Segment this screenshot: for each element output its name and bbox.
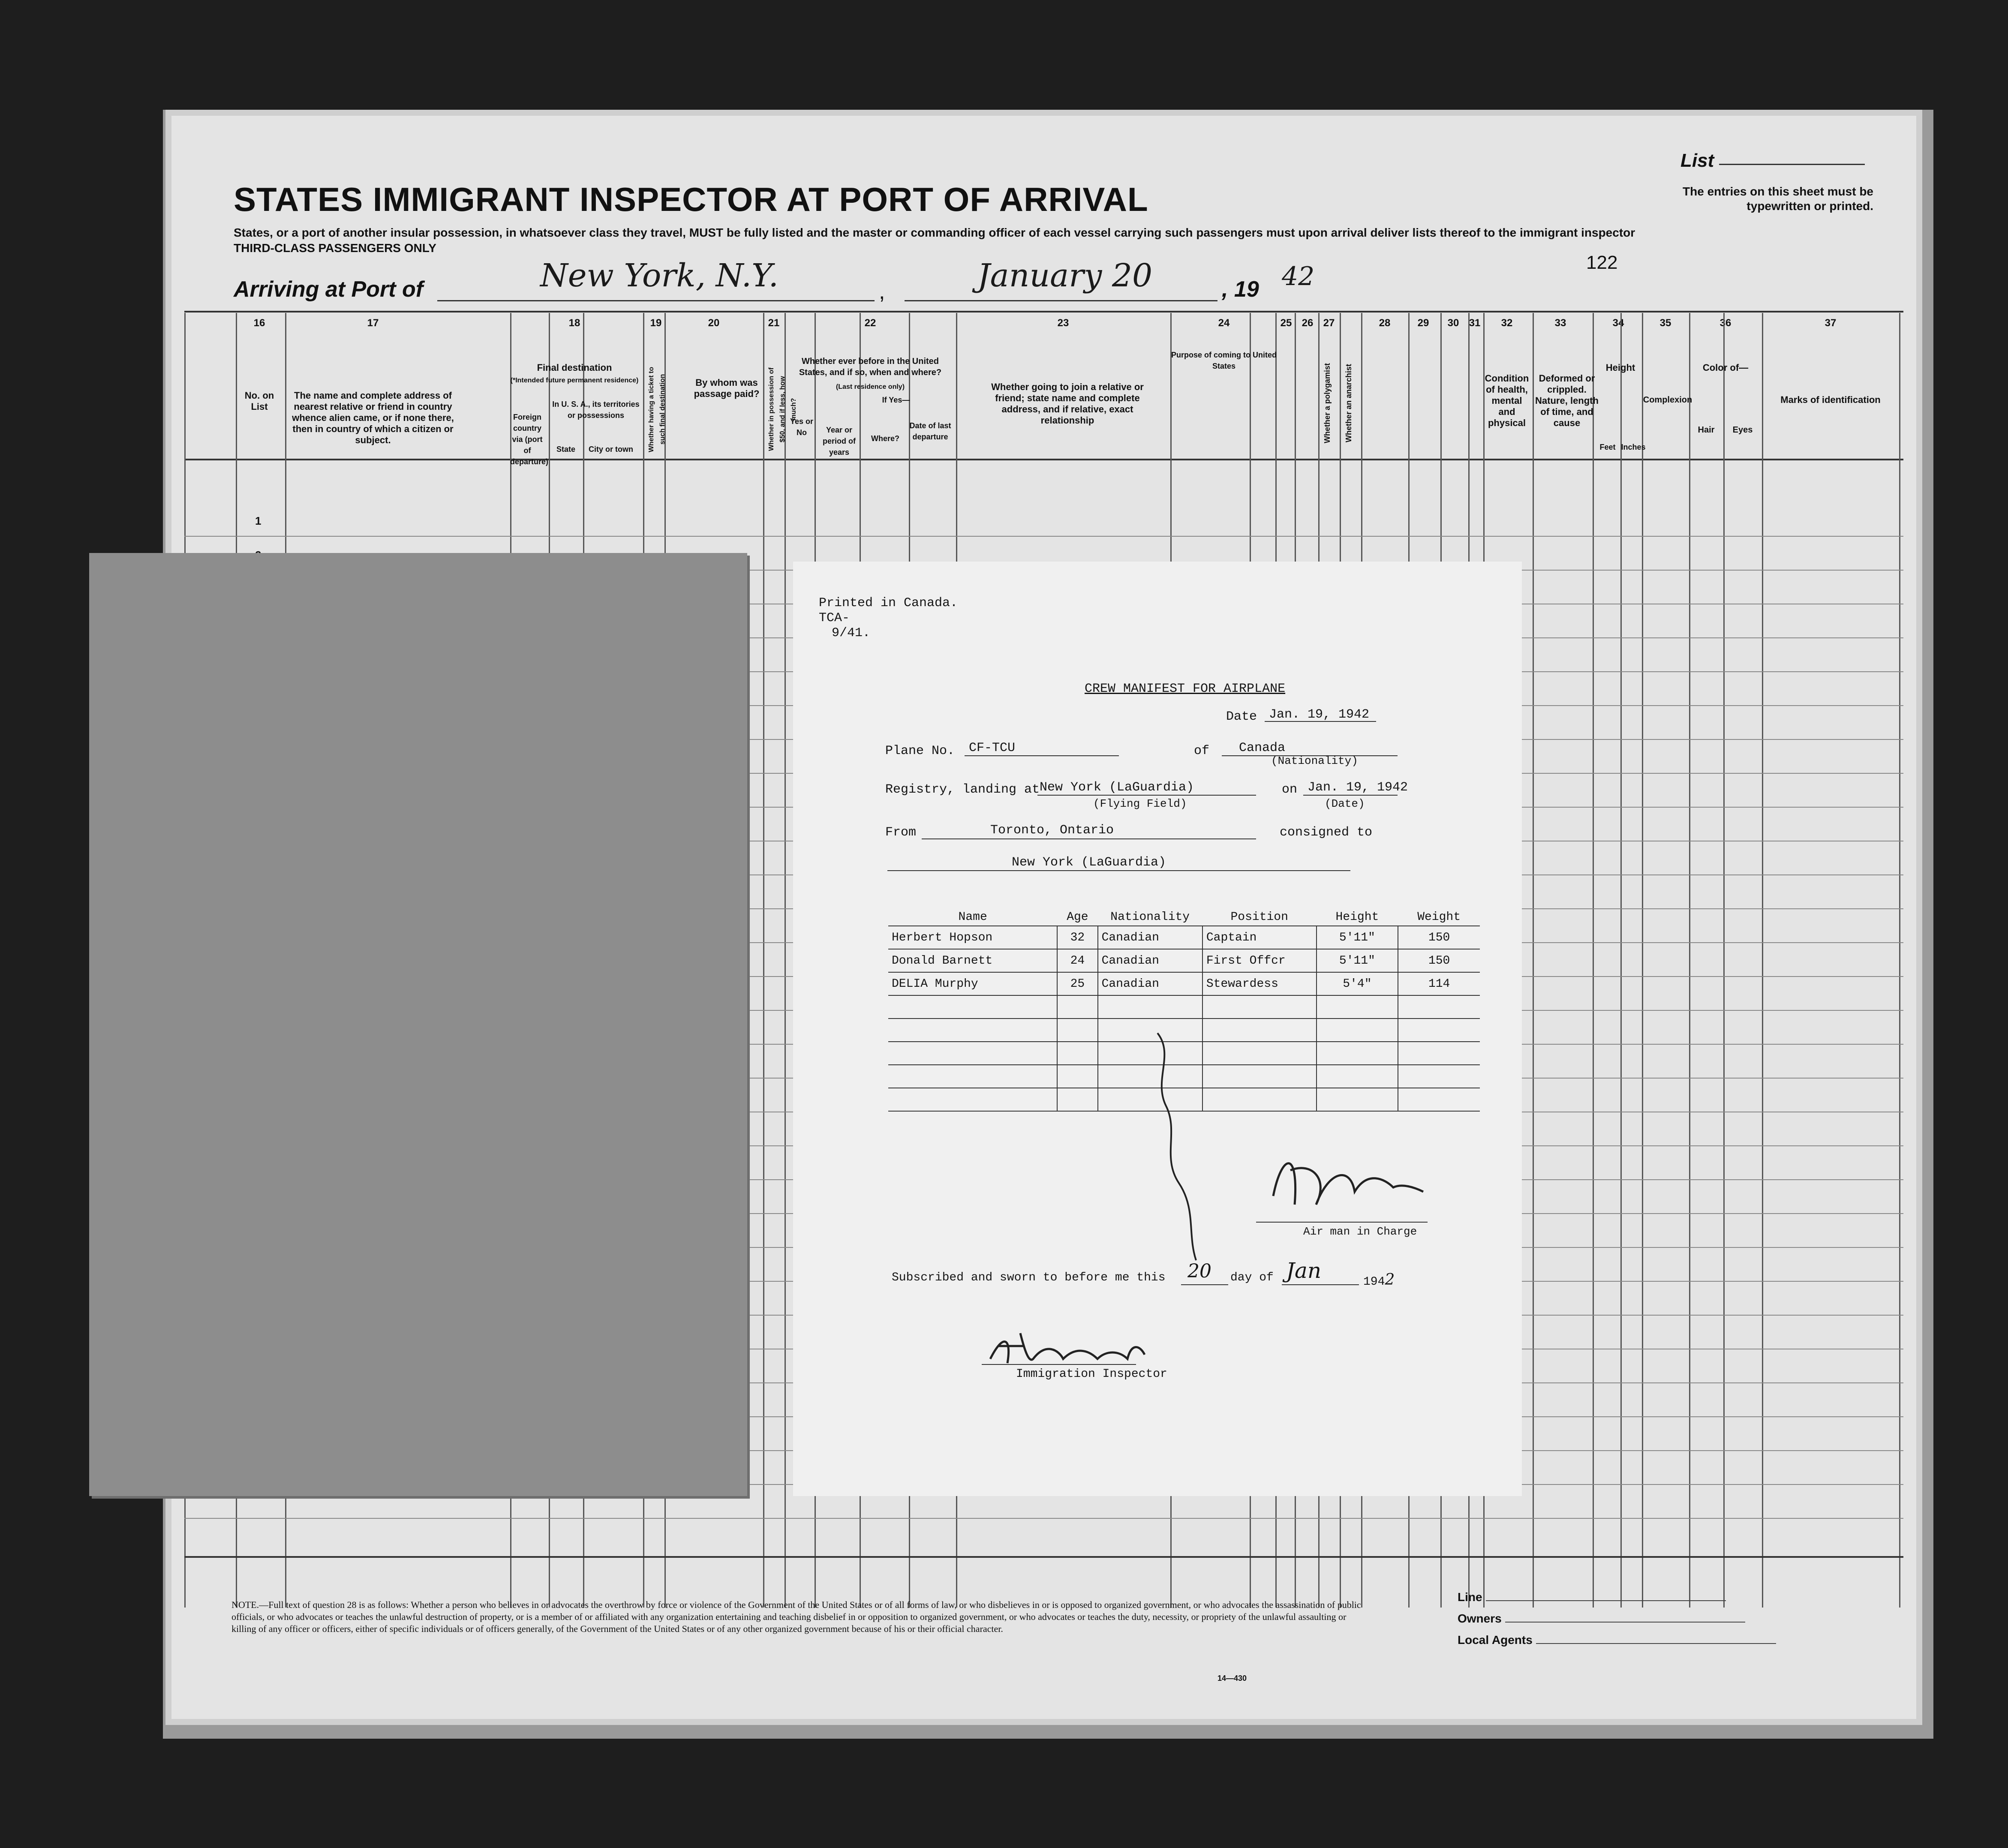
column-number: 31 (1469, 317, 1481, 329)
crew-empty-cell (888, 1019, 1057, 1042)
grid-vline (1642, 313, 1643, 1608)
crew-age: 25 (1057, 972, 1097, 995)
year-handwritten: 42 (1282, 261, 1315, 291)
plane-value: CF-TCU (969, 741, 1016, 755)
header-condition: Condition of health, mental and physical (1485, 373, 1529, 428)
column-number: 34 (1612, 317, 1624, 329)
date-label: Date (1226, 709, 1257, 724)
consigned-label: consigned to (1280, 825, 1373, 840)
crew-weight: 150 (1398, 949, 1480, 972)
header-city: City or town (589, 445, 633, 454)
header-hair: Hair (1698, 425, 1715, 435)
crew-empty-cell (1398, 995, 1480, 1019)
footer-line-label: Line (1458, 1590, 1482, 1604)
crew-empty-cell (1057, 1088, 1097, 1111)
sworn-month-underline (1282, 1284, 1359, 1285)
crew-nationality: Canadian (1098, 949, 1202, 972)
date-line (905, 300, 1217, 301)
sworn-prefix: Subscribed and sworn to before me this (892, 1271, 1166, 1284)
crew-nationality: Canadian (1098, 972, 1202, 995)
grid-vline (1593, 313, 1594, 1608)
col-position: Position (1202, 909, 1317, 926)
header-anarchist: Whether an anarchist (1344, 364, 1353, 442)
crew-empty-cell (1098, 995, 1202, 1019)
crew-empty-cell (1398, 1065, 1480, 1088)
col-age: Age (1057, 909, 1097, 926)
footer-owners-label: Owners (1458, 1612, 1502, 1625)
column-number: 36 (1719, 317, 1731, 329)
sworn-year (1363, 1271, 1395, 1289)
sworn-day-label: day of (1230, 1271, 1274, 1284)
inspector-caption: Immigration Inspector (1016, 1367, 1167, 1381)
landing-underline (1037, 795, 1256, 796)
crew-empty-cell (888, 1088, 1057, 1111)
comma: , (879, 279, 885, 304)
column-number: 22 (864, 317, 876, 329)
column-number: 19 (650, 317, 662, 329)
column-number: 26 (1302, 317, 1314, 329)
of-label: of (1194, 744, 1210, 758)
crew-empty-cell (888, 1042, 1057, 1065)
manifest-code-2: 9/41. (832, 626, 871, 640)
column-number: 21 (768, 317, 780, 329)
airman-signature (1265, 1145, 1428, 1222)
crew-row (888, 949, 1480, 972)
list-label: List (1680, 150, 1714, 171)
crew-empty-cell (1317, 1042, 1398, 1065)
crew-weight: 114 (1398, 972, 1480, 995)
header-nearest-relative: The name and complete address of nearest relative or friend in country whence alien came, or if none there, then in country of which a citizen or subject. (292, 390, 454, 445)
header-final-destination-note: (*Intended future permanent residence) (510, 377, 639, 384)
column-number: 17 (367, 317, 379, 329)
grid-vline (1620, 313, 1622, 1608)
form-code: 14—430 (1217, 1674, 1247, 1683)
consigned-underline (887, 870, 1350, 871)
entries-note: The entries on this sheet must be typewritten or printed. (1683, 185, 1873, 213)
header-in-usa: In U. S. A., its territories or possessions (552, 400, 640, 420)
crew-empty-cell (1057, 1042, 1097, 1065)
date-value: Jan. 19, 1942 (1269, 707, 1370, 722)
landing-date: Jan. 19, 1942 (1308, 780, 1408, 795)
grid-vline (763, 313, 764, 1608)
header-passage-paid: By whom was passage paid? (694, 377, 760, 399)
grid-vline (1689, 313, 1690, 1608)
header-year-period: Year or period of years (823, 426, 856, 457)
year-prefix: , 19 (1222, 277, 1259, 302)
class-line: THIRD-CLASS PASSENGERS ONLY (234, 241, 436, 255)
header-purpose: Purpose of coming to United States (1171, 351, 1277, 370)
col-weight: Weight (1398, 909, 1480, 926)
header-polygamist: Whether a polygamist (1323, 363, 1332, 443)
date-underline (1265, 721, 1376, 722)
printed-in-canada: Printed in Canada. (819, 596, 958, 610)
footer-agents-underline (1536, 1643, 1776, 1644)
blank-gray-paper-overlay (89, 553, 747, 1496)
header-top-rule (184, 311, 1903, 313)
manifest-title: CREW MANIFEST FOR AIRPLANE (1085, 682, 1286, 696)
form-subtitle (234, 225, 1691, 256)
header-deformed: Deformed or crippled. Nature, length of time, and cause (1535, 373, 1599, 428)
sworn-day: 20 (1187, 1260, 1211, 1282)
landing-value: New York (LaGuardia) (1040, 780, 1194, 795)
crew-empty-row (888, 995, 1480, 1019)
crew-empty-cell (1057, 1019, 1097, 1042)
crew-empty-cell (1317, 995, 1398, 1019)
inspector-signature-underline (982, 1364, 1136, 1365)
from-value: Toronto, Ontario (990, 823, 1114, 838)
crew-empty-cell (888, 995, 1057, 1019)
column-number: 33 (1554, 317, 1566, 329)
crew-empty-cell (1202, 1065, 1317, 1088)
crew-height: 5'4" (1317, 972, 1398, 995)
header-if-yes: If Yes— (882, 396, 910, 404)
column-number: 35 (1659, 317, 1671, 329)
grid-vline (1533, 313, 1534, 1608)
header-ever-before: Whether ever before in the United States, and if so, when and where? (799, 357, 942, 377)
header-eyes: Eyes (1732, 425, 1753, 435)
crew-empty-cell (1202, 1019, 1317, 1042)
header-where: Where? (871, 434, 899, 443)
grid-vline (1762, 313, 1763, 1608)
header-no-on-list: No. on List (244, 390, 274, 412)
airman-caption: Air man in Charge (1303, 1225, 1417, 1238)
header-inches: Inches (1621, 443, 1646, 451)
header-joining-relative: Whether going to join a relative or friend; state name and complete address, and if relative, exact relationship (991, 382, 1144, 426)
col-height: Height (1317, 909, 1398, 926)
landing-date-underline (1303, 795, 1398, 796)
sworn-year-prefix: 194 (1363, 1275, 1385, 1289)
grid-vline (1723, 313, 1725, 1608)
nationality-note: (Nationality) (1271, 754, 1358, 767)
header-state: State (556, 445, 575, 454)
sworn-month: Jan (1286, 1258, 1322, 1283)
date-handwritten: January 20 (977, 257, 1153, 294)
crew-position: Stewardess (1202, 972, 1317, 995)
year-prefix-text: 19 (1234, 277, 1259, 302)
footer-line-field (1458, 1590, 1776, 1612)
form-subtitle-text: States, or a port of another insular possession, in whatsoever class they travel, MUST be fully listed and the master or commanding officer of each vessel carrying such passengers must upon arrival deliver lists thereof to the immigrant inspector (234, 226, 1635, 239)
column-number: 16 (253, 317, 265, 329)
crew-empty-cell (1202, 1088, 1317, 1111)
plane-label: Plane No. (885, 744, 955, 758)
crew-manifest-card (793, 562, 1522, 1496)
crew-empty-cell (1317, 1088, 1398, 1111)
port-handwritten: New York, N.Y. (540, 257, 779, 294)
nationality-value: Canada (1239, 741, 1286, 755)
grid-vline (785, 313, 786, 1608)
crew-empty-cell (1317, 1065, 1398, 1088)
arriving-label: Arriving at Port of (234, 277, 424, 302)
header-feet: Feet (1599, 443, 1616, 451)
column-number: 30 (1447, 317, 1459, 329)
crew-weight: 150 (1398, 926, 1480, 949)
manifest-code-1: TCA- (819, 611, 850, 625)
crew-empty-cell (1398, 1088, 1480, 1111)
crew-age: 32 (1057, 926, 1097, 949)
crew-table-header (888, 909, 1480, 926)
crew-empty-cell (1317, 1019, 1398, 1042)
crew-row (888, 972, 1480, 995)
column-number: 25 (1280, 317, 1292, 329)
col-nationality: Nationality (1098, 909, 1202, 926)
header-complexion: Complexion (1643, 395, 1692, 405)
header-yes-no: Yes or No (790, 417, 814, 437)
on-label: on (1282, 782, 1298, 797)
header-marks: Marks of identification (1780, 394, 1881, 405)
crew-nationality: Canadian (1098, 926, 1202, 949)
footer-fields (1458, 1590, 1776, 1655)
crew-row (888, 926, 1480, 949)
crew-empty-cell (1398, 1019, 1480, 1042)
crew-height: 5'11" (1317, 926, 1398, 949)
airman-signature-underline (1256, 1222, 1428, 1223)
column-number: 29 (1417, 317, 1429, 329)
handwritten-scribble-line (1149, 1029, 1217, 1269)
flying-field-note: (Flying Field) (1093, 797, 1187, 810)
crew-name: Herbert Hopson (888, 926, 1057, 949)
sworn-day-underline (1181, 1284, 1228, 1285)
from-underline (922, 838, 1256, 839)
form-title: STATES IMMIGRANT INSPECTOR AT PORT OF ARRIVAL (234, 180, 1148, 218)
consigned-value: New York (LaGuardia) (1012, 855, 1166, 870)
footer-agents-field (1458, 1633, 1776, 1655)
crew-empty-cell (1057, 995, 1097, 1019)
date-note: (Date) (1325, 797, 1365, 810)
footer-owners-field (1458, 1612, 1776, 1633)
crew-empty-cell (888, 1065, 1057, 1088)
footer-owners-underline (1505, 1622, 1745, 1623)
footer-rule (184, 1556, 1903, 1558)
crew-height: 5'11" (1317, 949, 1398, 972)
registry-label: Registry, landing at (885, 782, 1040, 797)
footer-agents-label: Local Agents (1458, 1633, 1533, 1647)
sworn-year-suffix: 2 (1385, 1271, 1395, 1289)
crew-position: Captain (1202, 926, 1317, 949)
list-number: 122 (1586, 252, 1618, 273)
crew-name: Donald Barnett (888, 949, 1057, 972)
crew-name: DELIA Murphy (888, 972, 1057, 995)
grid-vline (1899, 313, 1900, 1608)
from-label: From (885, 825, 917, 840)
grid-hline (184, 536, 1903, 537)
question-28-note: NOTE.—Full text of question 28 is as follows: Whether a person who believes in or advocates the overthrow by force or violence of the Government of the United States or of all forms of law, or who disbelieves in or is opposed to organized government, or who advocates the assassination of public officials, or who advocates or teaches the unlawful destruction of property, or is a member of or affiliated with any organization entertaining and teaching disbelief in or opposition to organized government, or who advocates or teaches the duty, necessity, or propriety of the unlawful assaulting or killing of any officer or officers, either of specific individuals or of officers generally, of the Government of the United States or of any other organized government because of his or their official character. (231, 1599, 1361, 1634)
column-number: 28 (1379, 317, 1391, 329)
column-number: 32 (1501, 317, 1513, 329)
column-number: 18 (568, 317, 580, 329)
plane-underline (965, 755, 1119, 756)
crew-empty-cell (1057, 1065, 1097, 1088)
column-number: 23 (1057, 317, 1069, 329)
crew-empty-cell (1398, 1042, 1480, 1065)
grid-hline (184, 1518, 1903, 1519)
header-final-destination: Final destination (537, 362, 612, 373)
header-ever-before-note: (Last residence only) (836, 383, 905, 391)
header-height: Height (1605, 362, 1635, 373)
column-number: 20 (708, 317, 720, 329)
header-bottom-rule (184, 459, 1903, 460)
row-number-1: 1 (255, 514, 262, 527)
column-number: 27 (1323, 317, 1335, 329)
list-line (1719, 164, 1865, 165)
footer-line-underline (1486, 1600, 1726, 1601)
col-name: Name (888, 909, 1057, 926)
crew-empty-cell (1202, 1042, 1317, 1065)
port-line (437, 300, 875, 301)
crew-position: First Offcr (1202, 949, 1317, 972)
crew-empty-cell (1202, 995, 1317, 1019)
crew-age: 24 (1057, 949, 1097, 972)
header-ticket: Whether having a ticket to such final destination (648, 367, 666, 452)
header-color-of: Color of— (1702, 362, 1749, 373)
column-number: 37 (1825, 317, 1837, 329)
header-foreign-country: Foreign country via (port of departure) (510, 413, 549, 466)
header-date-departure: Date of last departure (909, 421, 951, 441)
header-possession-50: Whether in possession of $50, and if less, how much? (768, 367, 797, 451)
column-number: 24 (1218, 317, 1230, 329)
